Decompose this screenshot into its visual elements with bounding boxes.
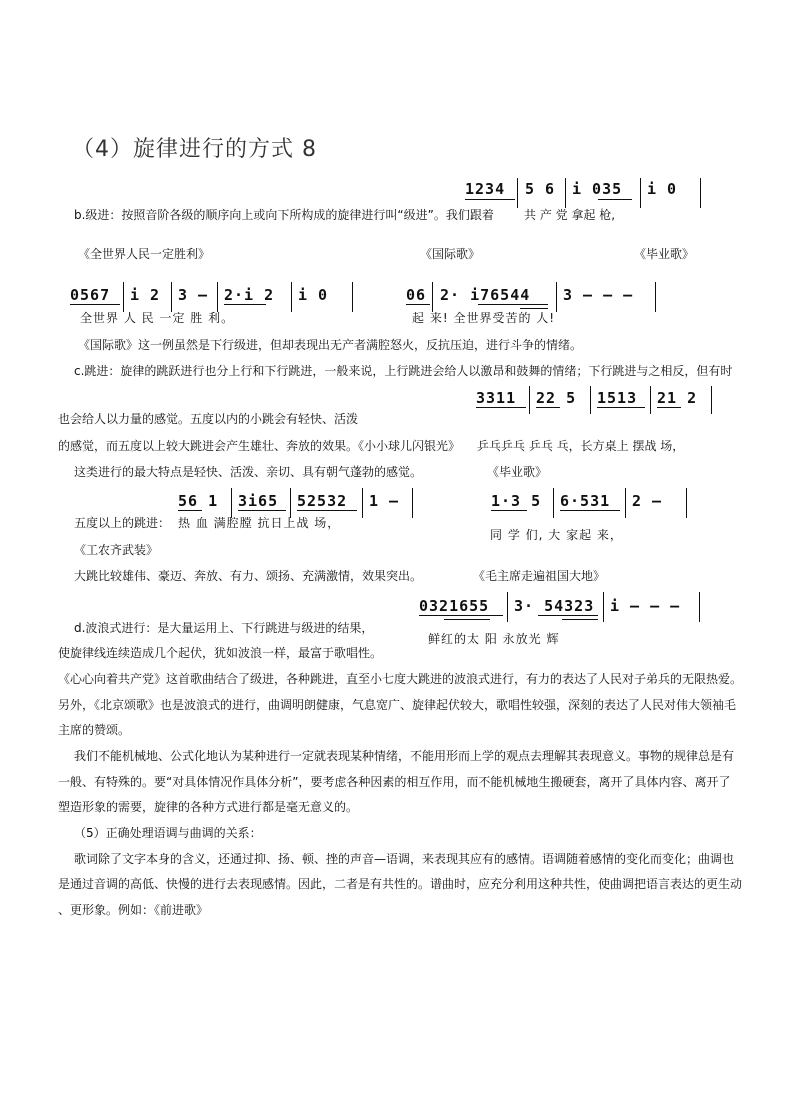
lyric-line: 热 血 满腔膛 抗日上战 场， (178, 516, 341, 530)
page-title: （4）旋律进行的方式 8 (72, 137, 317, 162)
beam-line (297, 510, 357, 511)
text-line: 《国际歌》这一例虽然是下行级进，但却表现出无产者满腔怒火，反抗压迫，进行斗争的情绪。 (78, 338, 583, 352)
song-title: 《工农齐武装》 (74, 543, 159, 557)
barline (625, 488, 626, 518)
beam-line (465, 199, 515, 200)
notation-measure: 5 6 (525, 180, 556, 198)
barline (217, 282, 218, 312)
barline (362, 488, 363, 518)
notation-measure: 1234 (465, 180, 506, 198)
lyric-line: 同 学 们, 大 家起 来， (490, 528, 623, 542)
beam-line (444, 619, 490, 620)
text-line: 另外，《北京颂歌》也是波浪式的进行，曲调明朗健康，气息宽广、旋律起伏较大，歌唱性较强，深刻的表达了人民对伟大领袖毛 (58, 698, 737, 712)
text-line: 是通过音调的高低、快慢的进行去表现感情。因此，二者是有共性的。谱曲时，应充分利用这种共性，使曲调把语言表达的更生动 (58, 877, 743, 891)
barline (699, 592, 700, 622)
beam-line (419, 615, 503, 616)
barline (565, 178, 566, 208)
notation-measure: 56 1 (178, 492, 219, 510)
barline (700, 178, 701, 208)
text-line: 、更形象。例如：《前进歌》 (58, 903, 209, 917)
text-line: 五度以上的跳进： (74, 516, 171, 530)
notation-measure: i – – – (610, 597, 681, 615)
text-line: 歌词除了文字本身的含义，还通过抑、扬、顿、挫的声音—语调，来表现其应有的感情。语调随着感情的变化而变化；曲调也 (74, 852, 735, 866)
notation-measure: 1 – (369, 492, 400, 510)
notation-measure: i 035 (572, 180, 623, 198)
beam-line (238, 510, 286, 511)
barline (650, 386, 651, 414)
barline (507, 592, 508, 622)
beam-line (598, 199, 632, 200)
notation-measure: 6·531 (560, 492, 611, 510)
notation-measure: 1513 (597, 389, 638, 407)
text-line: 主席的赞颂。 (58, 723, 131, 737)
notation-measure: 2· i76544 (440, 286, 531, 304)
text-line: 这类进行的最大特点是轻快、活泼、亲切、具有朝气蓬勃的感觉。 (74, 465, 423, 479)
lyric-line: 起 来! 全世界受苦的 人! (412, 311, 556, 325)
notation-measure: 21 2 (657, 389, 698, 407)
notation-measure: 2·i 2 (224, 286, 275, 304)
text-line: d.波浪式进行：是大量运用上、下行跳进与级进的结果， (74, 621, 374, 635)
notation-measure: 3· 54323 (514, 597, 595, 615)
beam-line (562, 619, 598, 620)
lyric-line: 共 产 党 拿起 枪, (524, 208, 616, 222)
notation-measure: 1·3 5 (491, 492, 542, 510)
barline (529, 386, 530, 414)
text-line: 大跳比较雄伟、豪迈、奔放、有力、颂扬、充满激情，效果突出。 (74, 569, 423, 583)
text-line: 也会给人以力量的感觉。五度以内的小跳会有轻快、活泼 (58, 412, 359, 426)
song-title: 《国际歌》 (420, 247, 481, 261)
beam-line (478, 304, 548, 305)
song-title: 《毕业歌》 (634, 247, 695, 261)
text-line: c.跳进：旋律的跳跃进行也分上行和下行跳进，一般来说，上行跳进会给人以激昂和鼓舞的情绪；下行跳进与之相反，但有时 (74, 364, 733, 378)
text-line: 一般、有特殊的。要“对具体情况作具体分析”，要考虑各种因素的相互作用，而不能机械地生搬硬套，离开了具体内容、离开了 (58, 775, 731, 789)
notation-measure: 52532 (297, 492, 348, 510)
beam-line (597, 407, 645, 408)
text-line: 我们不能机械地、公式化地认为某种进行一定就表现某种情绪，不能用形而上学的观点去理解其表现意义。事物的规律总是有 (74, 749, 735, 763)
notation-measure: i 0 (298, 286, 329, 304)
barline (432, 282, 433, 312)
beam-line (536, 407, 560, 408)
barline (590, 386, 591, 414)
barline (556, 282, 557, 312)
notation-measure: 2 – (632, 492, 663, 510)
song-title: 《全世界人民一定胜利》 (78, 247, 211, 261)
beam-line (70, 304, 120, 305)
barline (517, 178, 518, 208)
barline (231, 488, 232, 518)
notation-measure: 0321655 (419, 597, 490, 615)
barline (711, 386, 712, 414)
beam-line (560, 510, 620, 511)
barline (171, 282, 172, 312)
lyric-line: 乒乓乒乓 乒乓 乓，长方桌上 摆战 场， (477, 439, 685, 453)
notation-measure: 0567 (70, 286, 111, 304)
text-line: b.级进：按照音阶各级的顺序向上或向下所构成的旋律进行叫“级进”。我们跟着 (74, 208, 494, 222)
text-line: 的感觉，而五度以上较大跳进会产生雄壮、奔放的效果。《小小球儿闪银光》 (58, 439, 461, 453)
barline (352, 282, 353, 312)
barline (290, 488, 291, 518)
barline (686, 488, 687, 518)
lyric-line: 全世界 人 民 一定 胜 利。 (80, 311, 235, 325)
beam-line (178, 510, 202, 511)
notation-measure: 3 – – – (563, 286, 634, 304)
beam-line (406, 304, 430, 305)
notation-measure: 22 5 (536, 389, 577, 407)
barline (603, 592, 604, 622)
song-title: 《毛主席走遍祖国大地》 (473, 569, 606, 583)
beam-line (520, 308, 548, 309)
barline (640, 178, 641, 208)
song-title: 《毕业歌》 (487, 465, 548, 479)
barline (655, 282, 656, 312)
text-line: 塑造形象的需要，旋律的各种方式进行都是毫无意义的。 (58, 800, 359, 814)
lyric-line: 鲜红的太 阳 永放光 辉 (428, 632, 560, 646)
text-line: 使旋律线连续造成几个起伏，犹如波浪一样，最富于歌唱性。 (58, 646, 383, 660)
notation-measure: i 2 (130, 286, 161, 304)
beam-line (224, 304, 266, 305)
notation-measure: 3 – (178, 286, 209, 304)
barline (291, 282, 292, 312)
beam-line (657, 407, 681, 408)
barline (412, 488, 413, 518)
barline (123, 282, 124, 312)
section-heading: （5）正确处理语调与曲调的关系： (74, 826, 262, 840)
notation-measure: 06 (406, 286, 427, 304)
text-line: 《心心向着共产党》这首歌曲结合了级进，各种跳进，直至小七度大跳进的波浪式进行，有力的表达了人民对子弟兵的无限热爱。 (58, 672, 743, 686)
beam-line (491, 510, 527, 511)
notation-measure: 3i65 (238, 492, 279, 510)
beam-line (538, 615, 598, 616)
notation-measure: i 0 (647, 180, 678, 198)
beam-line (476, 407, 526, 408)
notation-measure: 3311 (476, 389, 517, 407)
barline (553, 488, 554, 518)
